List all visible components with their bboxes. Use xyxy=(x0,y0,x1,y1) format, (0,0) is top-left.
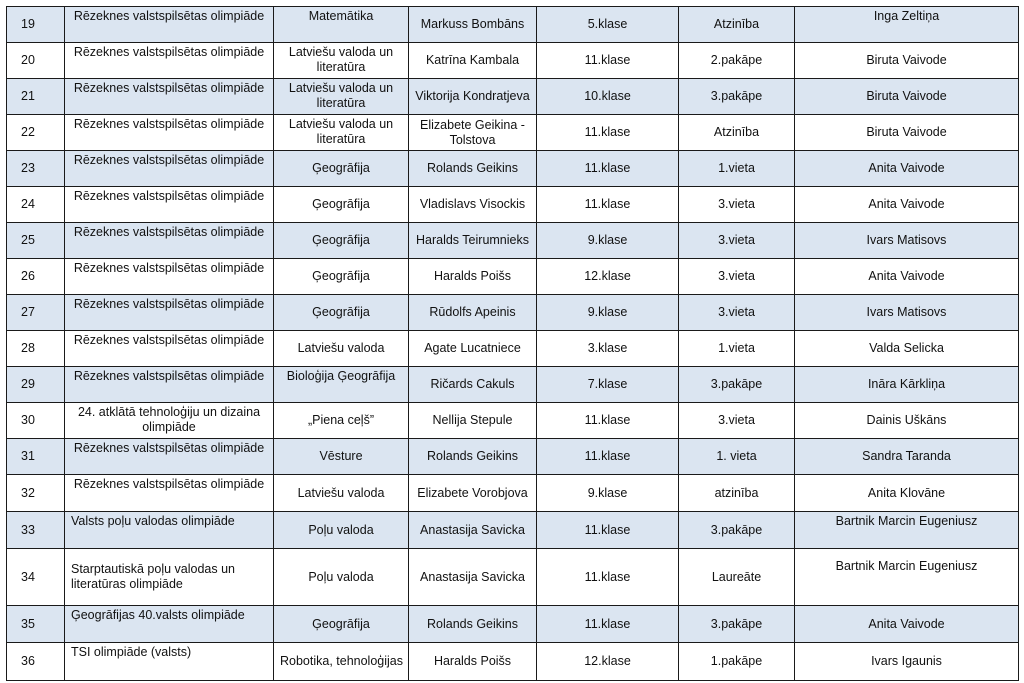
student-cell: Rolands Geikins xyxy=(409,151,537,187)
teacher-cell: Ivars Matisovs xyxy=(795,295,1019,331)
result-cell: 3.vieta xyxy=(679,223,795,259)
student-cell: Viktorija Kondratjeva xyxy=(409,79,537,115)
olympiad-cell: Rēzeknes valstspilsētas olimpiāde xyxy=(65,259,274,295)
result-cell: 3.pakāpe xyxy=(679,79,795,115)
teacher-cell: Anita Vaivode xyxy=(795,151,1019,187)
student-cell: Anastasija Savicka xyxy=(409,549,537,606)
row-number: 32 xyxy=(7,475,65,512)
table-row xyxy=(7,115,1019,151)
row-number: 35 xyxy=(7,606,65,643)
grade-cell: 12.klase xyxy=(537,643,679,681)
subject-cell: Poļu valoda xyxy=(274,549,409,606)
table-row xyxy=(7,259,1019,295)
row-number: 25 xyxy=(7,223,65,259)
subject-cell: Latviešu valoda xyxy=(274,331,409,367)
student-cell: Rolands Geikins xyxy=(409,606,537,643)
olympiad-cell: Rēzeknes valstspilsētas olimpiāde xyxy=(65,187,274,223)
subject-cell: Poļu valoda xyxy=(274,512,409,549)
grade-cell: 9.klase xyxy=(537,475,679,512)
subject-cell: Latviešu valoda un literatūra xyxy=(274,43,409,79)
row-number: 34 xyxy=(7,549,65,606)
olympiad-cell: Ģeogrāfijas 40.valsts olimpiāde xyxy=(65,606,274,643)
student-cell: Haralds Poišs xyxy=(409,259,537,295)
results-table xyxy=(6,6,1019,681)
result-cell: 1.vieta xyxy=(679,151,795,187)
subject-cell: Ģeogrāfija xyxy=(274,259,409,295)
student-cell: Markuss Bombāns xyxy=(409,7,537,43)
olympiad-cell: Rēzeknes valstspilsētas olimpiāde xyxy=(65,439,274,475)
grade-cell: 3.klase xyxy=(537,331,679,367)
result-cell: 3.vieta xyxy=(679,295,795,331)
row-number: 23 xyxy=(7,151,65,187)
table-row xyxy=(7,643,1019,681)
student-cell: Rūdolfs Apeinis xyxy=(409,295,537,331)
olympiad-cell: TSI olimpiāde (valsts) xyxy=(65,643,274,681)
table-row xyxy=(7,223,1019,259)
row-number: 19 xyxy=(7,7,65,43)
row-number: 28 xyxy=(7,331,65,367)
subject-cell: Ģeogrāfija xyxy=(274,223,409,259)
table-row xyxy=(7,331,1019,367)
subject-cell: Latviešu valoda xyxy=(274,475,409,512)
teacher-cell: Anita Vaivode xyxy=(795,187,1019,223)
grade-cell: 11.klase xyxy=(537,115,679,151)
table-row xyxy=(7,403,1019,439)
grade-cell: 11.klase xyxy=(537,606,679,643)
olympiad-cell: Rēzeknes valstspilsētas olimpiāde xyxy=(65,295,274,331)
teacher-cell: Ivars Matisovs xyxy=(795,223,1019,259)
grade-cell: 10.klase xyxy=(537,79,679,115)
row-number: 31 xyxy=(7,439,65,475)
subject-cell: Latviešu valoda un literatūra xyxy=(274,115,409,151)
subject-cell: Bioloģija Ģeogrāfija xyxy=(274,367,409,403)
row-number: 20 xyxy=(7,43,65,79)
grade-cell: 5.klase xyxy=(537,7,679,43)
olympiad-cell: Valsts poļu valodas olimpiāde xyxy=(65,512,274,549)
result-cell: 1.vieta xyxy=(679,331,795,367)
row-number: 27 xyxy=(7,295,65,331)
grade-cell: 7.klase xyxy=(537,367,679,403)
olympiad-cell: 24. atklātā tehnoloģiju un dizaina olimpiāde xyxy=(65,403,274,439)
olympiad-cell: Rēzeknes valstspilsētas olimpiāde xyxy=(65,475,274,512)
grade-cell: 11.klase xyxy=(537,549,679,606)
olympiad-cell: Rēzeknes valstspilsētas olimpiāde xyxy=(65,367,274,403)
result-cell: 3.pakāpe xyxy=(679,606,795,643)
table-row xyxy=(7,512,1019,549)
row-number: 36 xyxy=(7,643,65,681)
teacher-cell: Bartnik Marcin Eugeniusz xyxy=(795,512,1019,549)
olympiad-cell: Starptautiskā poļu valodas un literatūras olimpiāde xyxy=(65,549,274,606)
student-cell: Elizabete Vorobjova xyxy=(409,475,537,512)
teacher-cell: Anita Klovāne xyxy=(795,475,1019,512)
table-row xyxy=(7,151,1019,187)
result-cell: 3.pakāpe xyxy=(679,367,795,403)
table-row xyxy=(7,549,1019,606)
row-number: 29 xyxy=(7,367,65,403)
subject-cell: Ģeogrāfija xyxy=(274,606,409,643)
student-cell: Anastasija Savicka xyxy=(409,512,537,549)
result-cell: 3.pakāpe xyxy=(679,512,795,549)
teacher-cell: Biruta Vaivode xyxy=(795,43,1019,79)
table-row xyxy=(7,439,1019,475)
subject-cell: Matemātika xyxy=(274,7,409,43)
result-cell: 1.pakāpe xyxy=(679,643,795,681)
result-cell: Atzinība xyxy=(679,7,795,43)
grade-cell: 11.klase xyxy=(537,151,679,187)
row-number: 21 xyxy=(7,79,65,115)
grade-cell: 11.klase xyxy=(537,187,679,223)
row-number: 26 xyxy=(7,259,65,295)
teacher-cell: Biruta Vaivode xyxy=(795,115,1019,151)
student-cell: Katrīna Kambala xyxy=(409,43,537,79)
teacher-cell: Ivars Igaunis xyxy=(795,643,1019,681)
teacher-cell: Ināra Kārkliņa xyxy=(795,367,1019,403)
row-number: 33 xyxy=(7,512,65,549)
student-cell: Haralds Teirumnieks xyxy=(409,223,537,259)
result-cell: 2.pakāpe xyxy=(679,43,795,79)
subject-cell: Ģeogrāfija xyxy=(274,187,409,223)
result-cell: atzinība xyxy=(679,475,795,512)
olympiad-cell: Rēzeknes valstspilsētas olimpiāde xyxy=(65,151,274,187)
olympiad-cell: Rēzeknes valstspilsētas olimpiāde xyxy=(65,115,274,151)
olympiad-cell: Rēzeknes valstspilsētas olimpiāde xyxy=(65,7,274,43)
table-row xyxy=(7,475,1019,512)
student-cell: Rolands Geikins xyxy=(409,439,537,475)
olympiad-cell: Rēzeknes valstspilsētas olimpiāde xyxy=(65,43,274,79)
subject-cell: Ģeogrāfija xyxy=(274,151,409,187)
student-cell: Nellija Stepule xyxy=(409,403,537,439)
student-cell: Haralds Poišs xyxy=(409,643,537,681)
grade-cell: 12.klase xyxy=(537,259,679,295)
row-number: 22 xyxy=(7,115,65,151)
subject-cell: Latviešu valoda un literatūra xyxy=(274,79,409,115)
teacher-cell: Biruta Vaivode xyxy=(795,79,1019,115)
olympiad-cell: Rēzeknes valstspilsētas olimpiāde xyxy=(65,79,274,115)
student-cell: Elizabete Geikina - Tolstova xyxy=(409,115,537,151)
subject-cell: Vēsture xyxy=(274,439,409,475)
table-row xyxy=(7,295,1019,331)
teacher-cell: Bartnik Marcin Eugeniusz xyxy=(795,549,1019,606)
grade-cell: 11.klase xyxy=(537,403,679,439)
grade-cell: 9.klase xyxy=(537,295,679,331)
table-row xyxy=(7,79,1019,115)
student-cell: Vladislavs Visockis xyxy=(409,187,537,223)
result-cell: 1. vieta xyxy=(679,439,795,475)
grade-cell: 11.klase xyxy=(537,439,679,475)
teacher-cell: Inga Zeltiņa xyxy=(795,7,1019,43)
table-row xyxy=(7,7,1019,43)
subject-cell: Ģeogrāfija xyxy=(274,295,409,331)
result-cell: Laureāte xyxy=(679,549,795,606)
row-number: 30 xyxy=(7,403,65,439)
row-number: 24 xyxy=(7,187,65,223)
teacher-cell: Sandra Taranda xyxy=(795,439,1019,475)
teacher-cell: Valda Selicka xyxy=(795,331,1019,367)
table-row xyxy=(7,43,1019,79)
olympiad-cell: Rēzeknes valstspilsētas olimpiāde xyxy=(65,223,274,259)
result-cell: Atzinība xyxy=(679,115,795,151)
grade-cell: 9.klase xyxy=(537,223,679,259)
results-table-body xyxy=(7,7,1019,681)
table-row xyxy=(7,187,1019,223)
grade-cell: 11.klase xyxy=(537,43,679,79)
student-cell: Agate Lucatniece xyxy=(409,331,537,367)
student-cell: Ričards Cakuls xyxy=(409,367,537,403)
table-row xyxy=(7,367,1019,403)
subject-cell: „Piena ceļš” xyxy=(274,403,409,439)
result-cell: 3.vieta xyxy=(679,403,795,439)
grade-cell: 11.klase xyxy=(537,512,679,549)
teacher-cell: Dainis Uškāns xyxy=(795,403,1019,439)
result-cell: 3.vieta xyxy=(679,187,795,223)
teacher-cell: Anita Vaivode xyxy=(795,259,1019,295)
olympiad-cell: Rēzeknes valstspilsētas olimpiāde xyxy=(65,331,274,367)
subject-cell: Robotika, tehnoloģijas xyxy=(274,643,409,681)
table-row xyxy=(7,606,1019,643)
teacher-cell: Anita Vaivode xyxy=(795,606,1019,643)
result-cell: 3.vieta xyxy=(679,259,795,295)
